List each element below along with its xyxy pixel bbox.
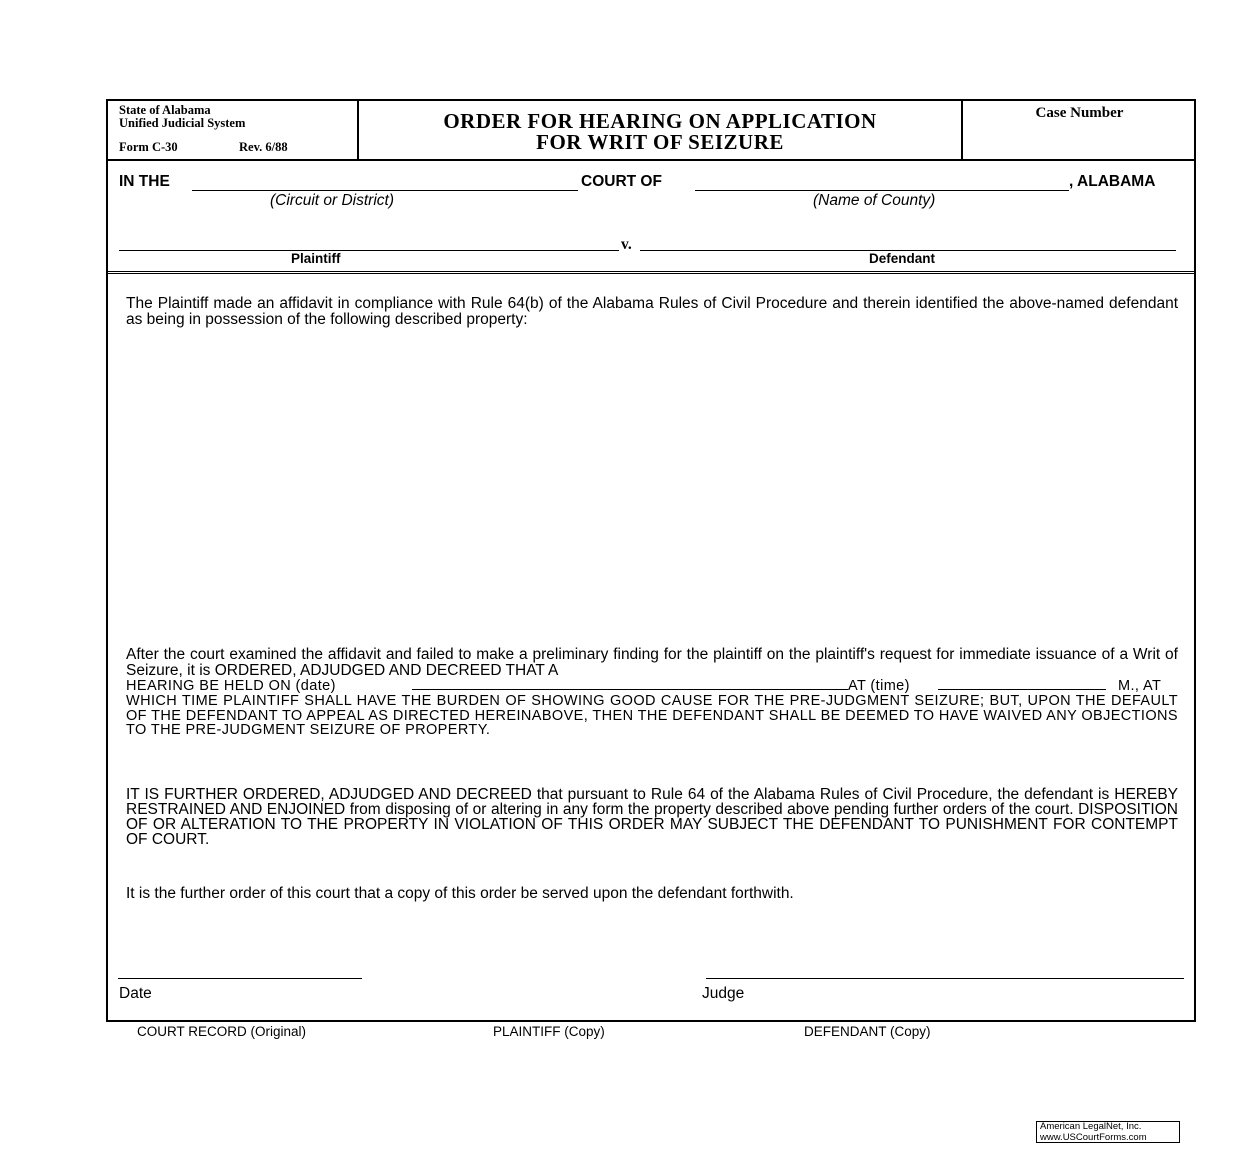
- case-number-label: Case Number: [1035, 105, 1124, 121]
- in-the-label: IN THE: [119, 173, 170, 190]
- defendant-label: Defendant: [869, 251, 936, 266]
- meridiem-at-label: M., AT: [1118, 678, 1162, 694]
- hearing-date-field[interactable]: [412, 679, 848, 690]
- case-caption: [108, 161, 1194, 274]
- alabama-label: , ALABAMA: [1069, 173, 1156, 190]
- county-note: (Name of County): [813, 192, 936, 209]
- form-header: [108, 101, 1194, 161]
- publisher-url[interactable]: www.USCourtForms.com: [1040, 1131, 1147, 1143]
- service-order-paragraph: It is the further order of this court that a copy of this order be served upon the defendant forthwith.: [126, 885, 794, 902]
- judicial-system: Unified Judicial System: [119, 116, 246, 130]
- hearing-time-field[interactable]: [938, 679, 1106, 690]
- form-number: Form C-30: [119, 140, 178, 154]
- court-of-label: COURT OF: [581, 173, 662, 190]
- order-paragraph-start: After the court examined the affidavit and failed to make a preliminary finding for the plaintiff on the plaintiff's request for immediate issuance of a Writ of Seizure, it is ORDERED, ADJUDGED AND DECREED THAT A: [126, 646, 1178, 679]
- distribution-plaintiff-copy: PLAINTIFF (Copy): [493, 1024, 605, 1039]
- state-name: State of Alabama: [119, 103, 211, 117]
- restraining-order-paragraph: IT IS FURTHER ORDERED, ADJUDGED AND DECREED that pursuant to Rule 64 of the Alabama Rules of Civil Procedure, the defendant is HEREBY RESTRAINED AND ENJOINED from disposing of or altering in any form the property described above pending further orders of the court. DISPOSITION OF OR ALTERATION TO THE PROPERTY IN VIOLATION OF THIS ORDER MAY SUBJECT THE DEFENDANT TO PUNISHMENT FOR CONTEMPT OF COURT.: [126, 786, 1178, 848]
- title-line-2: FOR WRIT OF SEIZURE: [536, 130, 784, 154]
- publisher-stamp: [1036, 1121, 1180, 1143]
- order-form: [106, 99, 1196, 1022]
- judge-label: Judge: [702, 985, 745, 1002]
- date-signature-line[interactable]: [118, 978, 362, 979]
- county-field[interactable]: [695, 190, 1069, 191]
- judge-signature-line[interactable]: [706, 978, 1184, 979]
- hearing-date-label: HEARING BE HELD ON (date): [126, 678, 336, 694]
- form-revision: Rev. 6/88: [239, 140, 288, 154]
- property-description-area[interactable]: [126, 336, 1178, 636]
- versus-label: v.: [621, 236, 632, 253]
- hearing-line: [126, 679, 1178, 694]
- title-line-1: ORDER FOR HEARING ON APPLICATION: [443, 109, 877, 133]
- court-type-field[interactable]: [192, 190, 578, 191]
- plaintiff-label: Plaintiff: [291, 251, 341, 266]
- agency-block: [108, 101, 359, 159]
- order-paragraph-rest: WHICH TIME PLAINTIFF SHALL HAVE THE BURDEN OF SHOWING GOOD CAUSE FOR THE PRE-JUDGMENT SEIZURE; BUT, UPON THE DEFAULT OF THE DEFENDANT TO APPEAL AS DIRECTED HEREINABOVE, THEN THE DEFENDANT SHALL BE DEEMED TO HAVE WAIVED ANY OBJECTIONS TO THE PRE-JUDGMENT SEIZURE OF PROPERTY.: [126, 693, 1178, 738]
- affidavit-paragraph: The Plaintiff made an affidavit in compliance with Rule 64(b) of the Alabama Rules of Civil Procedure and therein identified the above-named defendant as being in possession of the following described property:: [126, 295, 1178, 328]
- date-label: Date: [119, 985, 152, 1002]
- plaintiff-field[interactable]: [119, 250, 619, 251]
- case-number-box[interactable]: [961, 101, 1196, 159]
- form-title: [359, 101, 961, 159]
- distribution-defendant-copy: DEFENDANT (Copy): [804, 1024, 931, 1039]
- publisher-name: American LegalNet, Inc.: [1040, 1121, 1142, 1132]
- circuit-or-district-note: (Circuit or District): [270, 192, 394, 209]
- distribution-court-record: COURT RECORD (Original): [137, 1024, 307, 1039]
- hearing-time-label: AT (time): [848, 678, 910, 694]
